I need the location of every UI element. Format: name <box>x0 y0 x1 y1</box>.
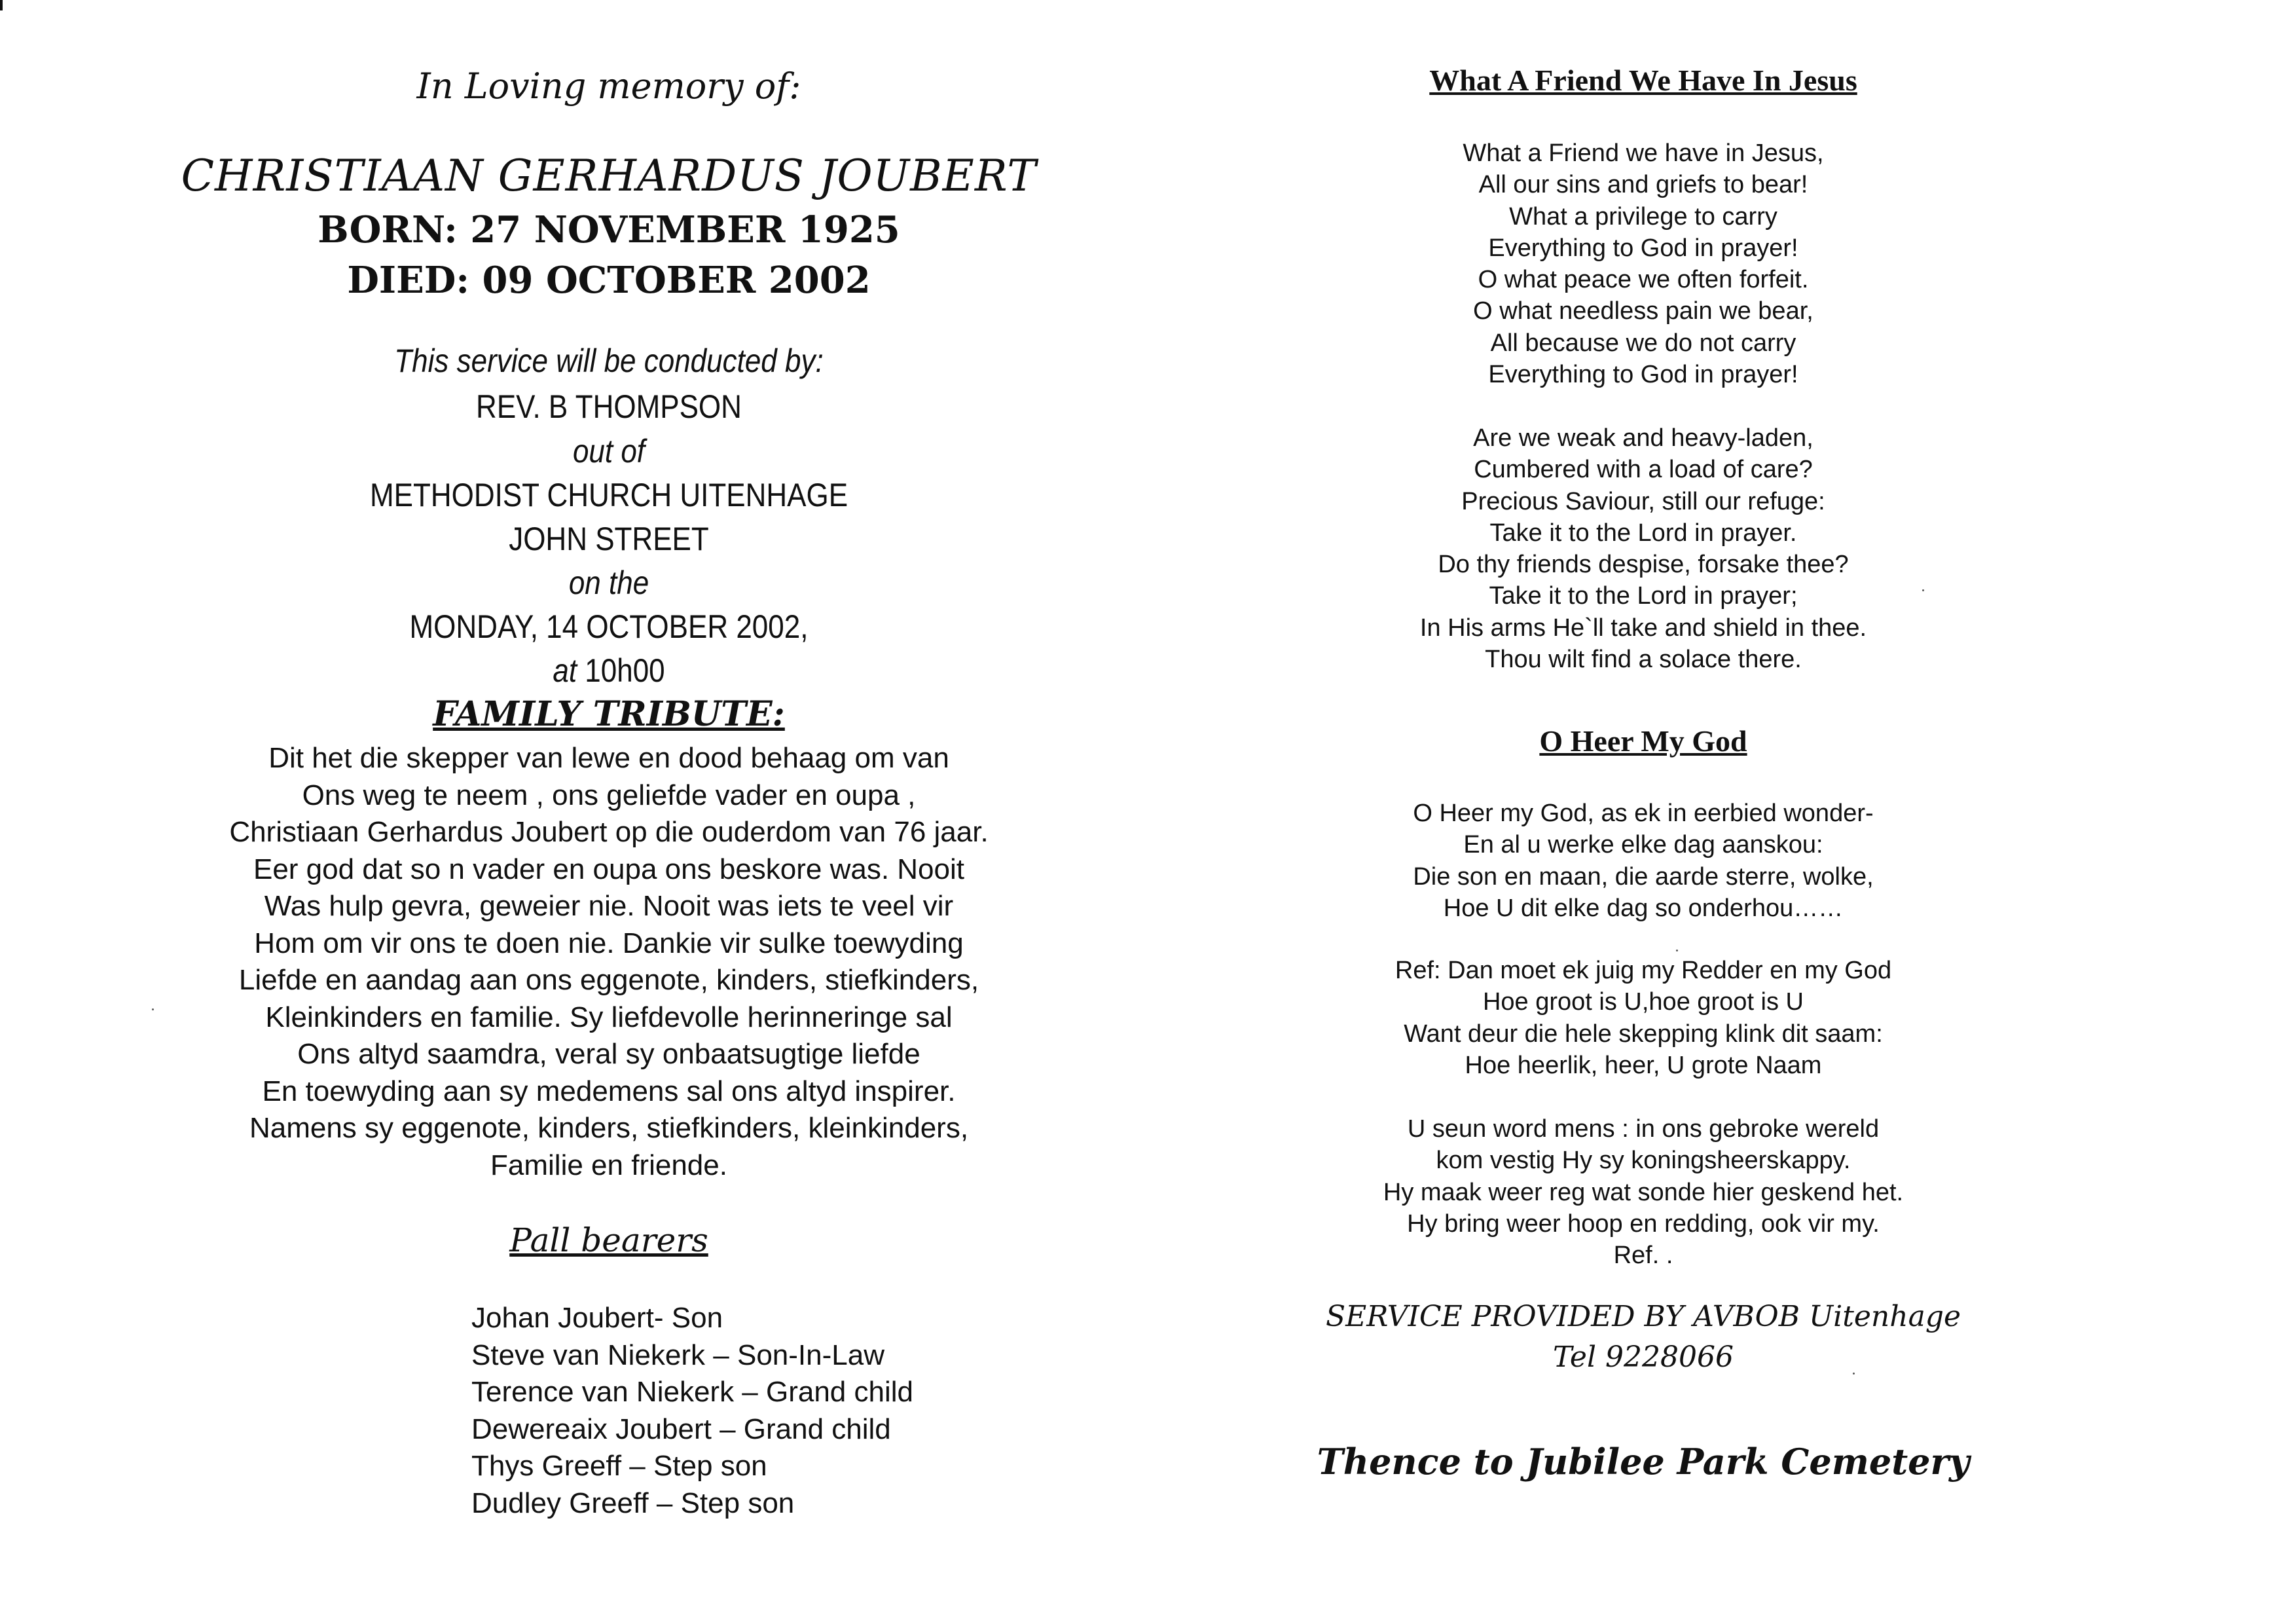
church-name: METHODIST CHURCH UITENHAGE <box>369 477 848 513</box>
died-date: DIED: 09 OCTOBER 2002 <box>347 259 871 302</box>
scan-edge-mark <box>0 0 3 10</box>
hymn-line: Hy bring weer hoop en redding, ook vir my. <box>1407 1209 1880 1238</box>
service-time-prefix: at <box>553 652 577 689</box>
hymn-line: Everything to God in prayer! <box>1488 361 1798 389</box>
tribute-line: Ons altyd saamdra, veral sy onbaatsugtige liefde <box>297 1038 920 1070</box>
tribute-line: Ons weg te neem , ons geliefde vader en oupa , <box>302 779 916 811</box>
church-street: JOHN STREET <box>509 521 709 557</box>
hymn-line: What a Friend we have in Jesus, <box>1463 139 1824 167</box>
hymn-line: What a privilege to carry <box>1509 202 1777 231</box>
tribute-line: Eer god dat so n vader en oupa ons beskore was. Nooit <box>253 853 964 885</box>
tribute-line: Familie en friende. <box>490 1149 727 1181</box>
deceased-name: CHRISTIAAN GERHARDUS JOUBERT <box>181 151 1037 201</box>
tribute-line: Christiaan Gerhardus Joubert op die ouderdom van 76 jaar. <box>229 816 989 848</box>
hymn-line: Hoe heerlik, heer, U grote Naam <box>1465 1051 1822 1079</box>
hymn-title-what-a-friend: What A Friend We Have In Jesus <box>1429 64 1857 97</box>
tribute-line: Liefde en aandag aan ons eggenote, kinders, stiefkinders, <box>238 964 979 996</box>
scan-speck <box>152 1008 154 1010</box>
hymn-line: Are we weak and heavy-laden, <box>1473 424 1813 452</box>
hymn-line: Cumbered with a load of care? <box>1474 456 1813 484</box>
minister-name: REV. B THOMPSON <box>476 388 742 425</box>
hymn-line: Hoe U dit elke dag so onderhou…… <box>1443 894 1844 922</box>
tribute-line: Was hulp gevra, geweier nie. Nooit was iets te veel vir <box>264 890 954 922</box>
hymn-line: Ref: Dan moet ek juig my Redder en my God <box>1394 957 1892 984</box>
hymn-refrain <box>1283 955 2003 1081</box>
conducted-by-label: This service will be conducted by: <box>394 342 824 379</box>
hymn-line: kom vestig Hy sy koningsheerskappy. <box>1436 1147 1851 1175</box>
hymn-verse <box>1283 1113 2003 1271</box>
hymn-verse <box>1283 138 2003 390</box>
hymn-line: U seun word mens : in ons gebroke wereld <box>1407 1115 1880 1143</box>
tribute-line: Namens sy eggenote, kinders, stiefkinders, kleinkinders, <box>249 1112 969 1144</box>
hymn-line: Want deur die hele skepping klink dit saam: <box>1404 1020 1883 1048</box>
service-provider: SERVICE PROVIDED BY AVBOB Uitenhage <box>1325 1300 1961 1333</box>
right-column <box>1283 0 2003 1624</box>
hymn-line: En al u werke elke dag aanskou: <box>1463 831 1823 859</box>
hymn-line: Hy maak weer reg wat sonde hier geskend het. <box>1383 1178 1904 1206</box>
out-of-label: out of <box>572 433 646 470</box>
pall-bearer: Dudley Greeff – Step son <box>471 1486 795 1519</box>
hymn-verse <box>1283 422 2003 675</box>
hymn-line: Take it to the Lord in prayer; <box>1489 582 1798 610</box>
scan-speck <box>1922 589 1924 591</box>
hymn-line: Ref. . <box>1613 1242 1673 1270</box>
hymn-line: O what peace we often forfeit. <box>1478 266 1809 294</box>
on-the-label: on the <box>568 564 649 601</box>
scan-speck <box>1853 1373 1855 1375</box>
pall-bearer: Johan Joubert- Son <box>471 1302 723 1334</box>
hymn-line: Everything to God in prayer! <box>1488 234 1798 262</box>
hymn-line: Take it to the Lord in prayer. <box>1489 519 1797 547</box>
hymn-line: O Heer my God, as ek in eerbied wonder- <box>1413 800 1874 827</box>
pall-bearers-list <box>471 1300 913 1522</box>
service-time <box>142 652 1076 690</box>
tribute-line: Hom om vir ons te doen nie. Dankie vir sulke toewyding <box>254 927 964 959</box>
hymn-line: Precious Saviour, still our refuge: <box>1461 487 1825 515</box>
hymn-line: In His arms He`ll take and shield in thee. <box>1419 614 1867 642</box>
hymn-line: Die son en maan, die aarde sterre, wolke, <box>1413 862 1874 891</box>
hymn-line: Hoe groot is U,hoe groot is U <box>1482 988 1804 1016</box>
family-tribute-heading: FAMILY TRIBUTE: <box>433 694 785 734</box>
cemetery-destination: Thence to Jubilee Park Cemetery <box>1317 1441 1970 1483</box>
hymn-line: All because we do not carry <box>1490 329 1796 357</box>
hymn-line: O what needless pain we bear, <box>1473 297 1813 325</box>
hymn-line: Thou wilt find a solace there. <box>1485 646 1802 674</box>
pall-bearer: Dewereaix Joubert – Grand child <box>471 1412 891 1445</box>
family-tribute-text <box>79 740 1139 1184</box>
hymn-title-o-heer-my-god: O Heer My God <box>1539 724 1747 758</box>
service-date: MONDAY, 14 OCTOBER 2002, <box>409 608 809 645</box>
pall-bearer: Steve van Niekerk – Son-In-Law <box>471 1338 884 1371</box>
memory-heading: In Loving memory of: <box>416 65 801 107</box>
pall-bearers-heading: Pall bearers <box>509 1221 708 1259</box>
hymn-line: Do thy friends despise, forsake thee? <box>1438 551 1849 579</box>
hymn-line: All our sins and griefs to bear! <box>1478 171 1808 199</box>
tribute-line: En toewyding aan sy medemens sal ons altyd inspirer. <box>262 1075 956 1107</box>
pall-bearer: Terence van Niekerk – Grand child <box>471 1376 913 1408</box>
scan-speck <box>1676 950 1678 951</box>
pall-bearer: Thys Greeff – Step son <box>471 1450 767 1482</box>
service-time-value: 10h00 <box>585 652 665 689</box>
left-column <box>79 0 1139 1624</box>
tribute-line: Kleinkinders en familie. Sy liefdevolle herinneringe sal <box>265 1001 953 1033</box>
hymn-verse <box>1283 798 2003 924</box>
tribute-line: Dit het die skepper van lewe en dood behaag om van <box>268 742 949 774</box>
born-date: BORN: 27 NOVEMBER 1925 <box>318 208 900 251</box>
service-provider-telephone: Tel 9228066 <box>1553 1340 1734 1374</box>
